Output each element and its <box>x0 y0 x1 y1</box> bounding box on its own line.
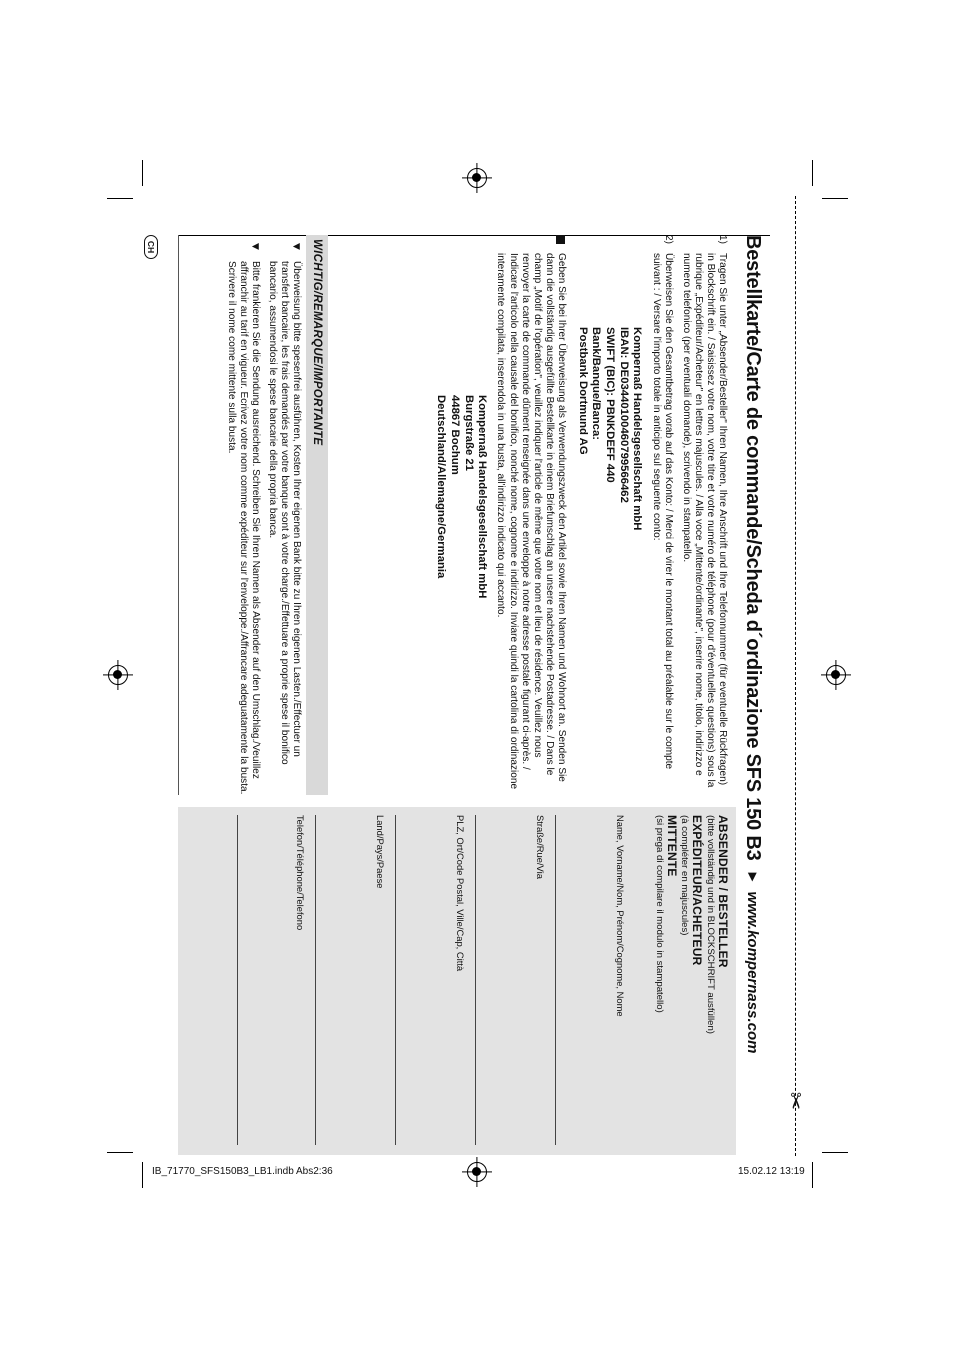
registration-mark-right <box>826 665 846 685</box>
sender-panel <box>178 807 736 1155</box>
country-field-label: Land/Pays/Paese <box>375 815 386 889</box>
important-heading: WICHTIG/REMARQUE/IMPORTANTE <box>306 235 328 795</box>
instruction-number: 2) <box>662 235 674 244</box>
transfer-note-text: Geben Sie bei Ihrer Überweisung als Verwendungszweck den Artikel sowie Ihren Namen und Wohnort an. Senden Sie dann die vollständig ausgefüllte Bestellkarte in einem Briefumschlag an unsere nachstehende Postadresse. / Dans le champ „Motif de l'opération", veuillez indiquer l'article de même que votre nom et lieu de résidence. Veuillez nous renvoyer la carte de commande dûment renseignée dans une enveloppe à notre adresse postale figurant ci-après. / Indicare l'articolo nella causale del bonifico, nonché nome, cognome e indirizzo. Inviare quindi la cartolina di ordinazione interamente compilata, inserendola in una busta, all'indirizzo indicato qui accanto. <box>495 253 567 790</box>
postal-address <box>434 235 489 795</box>
order-form <box>146 235 770 1155</box>
name-field[interactable] <box>555 815 626 1145</box>
crop-mark-top-right-v <box>812 160 813 186</box>
bank-iban: IBAN: DE03440100460799566462 <box>617 327 630 503</box>
sender-subtitle-fr: (à compléter en majuscules) <box>679 815 691 936</box>
important-item-1 <box>265 235 306 795</box>
triangle-bullet-icon: ▼ <box>250 243 261 250</box>
sender-heading-fr: EXPÉDITEUR/ACHETEUR <box>690 815 705 966</box>
crop-mark-bottom-left-h <box>107 1152 133 1153</box>
triangle-bullet-icon: ▼ <box>291 243 301 250</box>
instruction-2 <box>649 235 673 795</box>
sender-subtitle-it: (si prega di compilare il modulo in stampatello) <box>654 815 665 1013</box>
instruction-number: 1) <box>717 235 728 244</box>
sender-heading-it: MITTENTE <box>665 815 679 877</box>
country-badge: CH <box>144 235 158 259</box>
arrow-right-icon: ► <box>744 869 762 885</box>
instruction-text: Überweisen Sie den Gesamtbetrag vorab auf das Konto: / Merci de virer le montant total au préalable sur le compte suivant : / Versare l'importo totale in anticipo sul seguente conto: <box>650 253 674 770</box>
bank-label: Bank/Banque/Banca: <box>590 327 603 440</box>
street-field-label: Straße/Rue/Via <box>535 815 546 879</box>
page-title: Bestellkarte/Carte de commande/Scheda d´ordinazione SFS 150 B3 <box>742 235 765 861</box>
phone-field-label: Telefon/Téléphone/Telefono <box>295 815 306 931</box>
slug-date: 15.02.12 13:19 <box>738 1166 805 1177</box>
crop-mark-top-left-h <box>107 198 133 199</box>
registration-mark-bottom <box>467 1162 487 1182</box>
bank-name: Postbank Dortmund AG <box>576 327 589 455</box>
website-link[interactable]: www.kompernass.com <box>744 891 762 1054</box>
instructions-column <box>146 235 728 795</box>
bank-details <box>575 235 644 795</box>
crop-mark-bottom-right-h <box>822 1152 848 1153</box>
registration-mark-top <box>467 168 487 188</box>
address-city: 44867 Bochum <box>448 395 461 475</box>
instruction-text: Tragen Sie unter „Absender/Besteller" Ihren Namen, Ihre Anschrift und Ihre Telefonnummer (für eventuelle Rückfragen) in Blockschrift ein. / Saisissez votre nom, votre titre et votre numéro de téléphone (pour d'éventuelles questions) sous la rubrique „Expéditeur/Acheteur" en lettres majuscules. / Alla voce „Mittente/ordinante", inserire nome, titolo, indirizzo e numero telefonico (per eventuali domande), scrivendo in stampatello. <box>680 253 728 788</box>
name-field-label: Name, Vorname/Nom, Prénom/Cognome, Nome <box>615 815 626 1017</box>
bank-account-holder: Kompernaß Handelsgesellschaft mbH <box>631 327 644 531</box>
transfer-note <box>494 235 567 795</box>
important-text: Bitte frankieren Sie die Sendung ausreichend. Schreiben Sie Ihren Namen als Absender auf den Umschlag./Veuillez affranchir au tarif en vigueur. Ecrivez votre nom comme expéditeur sur l'enveloppe./Affrancare adeguatamente la busta. Scrivere il nome come mittente sulla busta. <box>225 261 262 795</box>
sender-heading-de: ABSENDER / BESTELLER <box>716 815 730 968</box>
phone-field[interactable] <box>237 815 306 1145</box>
important-box <box>178 235 328 795</box>
crop-mark-top-left-v <box>142 160 143 186</box>
crop-mark-bottom-left-v <box>142 1162 143 1188</box>
postcode-city-field-label: PLZ, Ort/Code Postal, Ville/Cap, Città <box>455 815 466 972</box>
slug-file-info: IB_71770_SFS150B3_LB1.indb Abs2:36 <box>152 1166 333 1177</box>
postcode-city-field[interactable] <box>395 815 466 1145</box>
cut-line <box>795 196 796 1156</box>
important-item-2 <box>225 235 266 795</box>
important-text: Überweisung bitte spesenfrei ausführen, Kosten Ihrer eigenen Bank bitte zu Ihren eigenen Lasten./Effectuer un transfert bancaire, les frais demandés par votre banque sont à votre charge./Effettuare a proprie spese il bonifico bancario, assumendosi le spese bancarie della propria banca. <box>266 261 302 765</box>
address-company: Kompernaß Handelsgesellschaft mbH <box>476 395 489 599</box>
scissors-icon: ✂ <box>782 1091 808 1111</box>
important-bottom-rule <box>178 235 179 795</box>
instruction-1 <box>680 235 728 795</box>
bank-swift: SWIFT (BIC): PBNKDEFF 440 <box>604 327 617 483</box>
form-title <box>736 235 770 1155</box>
address-street: Burgstraße 21 <box>462 395 475 471</box>
country-field[interactable] <box>315 815 386 1145</box>
sender-subtitle-de: (bitte vollständig und in BLOCKSCHRIFT ausfüllen) <box>705 815 716 1034</box>
registration-mark-left <box>108 665 128 685</box>
crop-mark-bottom-right-v <box>812 1162 813 1188</box>
crop-mark-top-right-h <box>822 198 848 199</box>
street-field[interactable] <box>475 815 546 1145</box>
square-bullet-icon <box>556 235 565 244</box>
address-country: Deutschland/Allemagne/Germania <box>435 395 448 579</box>
